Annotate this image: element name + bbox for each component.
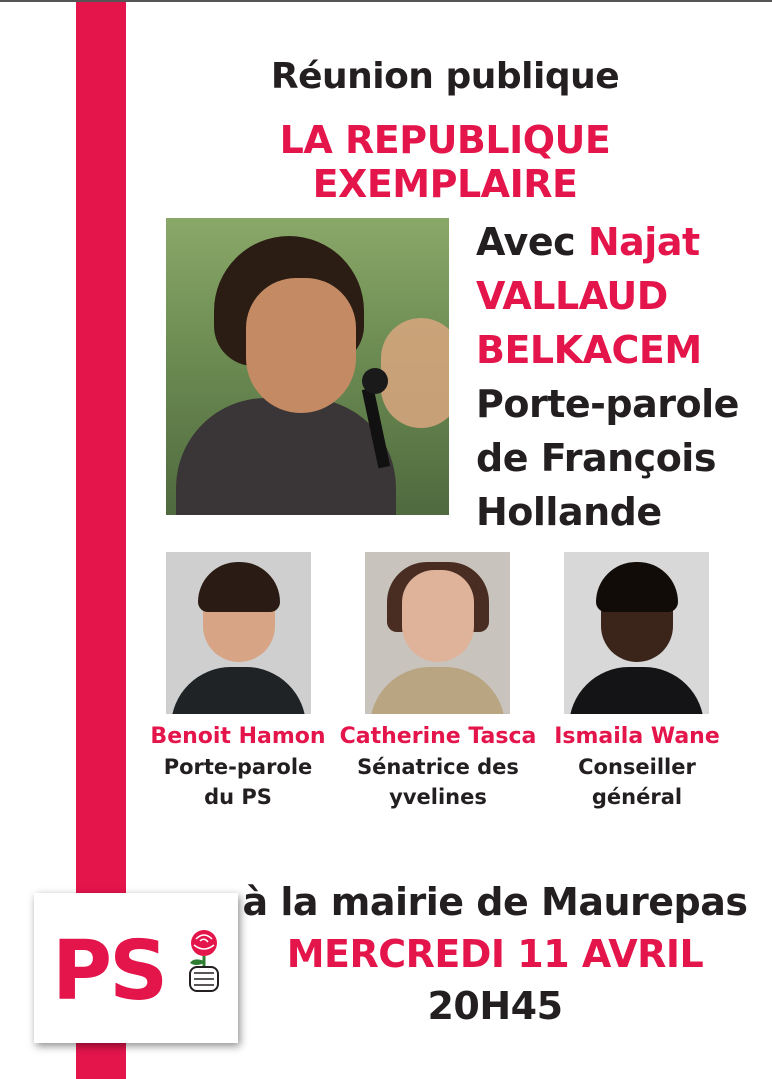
guest-role: général (591, 785, 683, 809)
speaker-role-3: Hollande (476, 490, 662, 534)
event-time: 20H45 (427, 984, 563, 1028)
guest-caption (138, 722, 338, 812)
event-type-heading: Réunion publique (270, 56, 620, 97)
guest-name: Benoit Hamon (150, 724, 326, 749)
speaker-last-name-2: BELKACEM (476, 328, 702, 372)
fist-and-rose-icon (182, 927, 226, 999)
speaker-role-1: Porte-parole (476, 382, 739, 426)
speaker-last-name-1: VALLAUD (476, 274, 668, 318)
guest-role: Conseiller (578, 755, 696, 779)
guest-role: yvelines (389, 785, 487, 809)
guest-photo-benoit-hamon (166, 552, 311, 714)
speaker-first-name: Najat (587, 220, 700, 264)
guest-photo-catherine-tasca (365, 552, 510, 714)
guest-name: Ismaila Wane (554, 724, 720, 749)
speaker-prefix: Avec (476, 220, 576, 264)
guest-name: Catherine Tasca (339, 724, 537, 749)
event-title: LA REPUBLIQUE EXEMPLAIRE (279, 118, 611, 206)
main-speaker-photo (166, 218, 449, 515)
ps-logo-text: PS (52, 924, 166, 1019)
guest-caption (537, 722, 737, 812)
guest-role: du PS (204, 785, 272, 809)
guest-caption (338, 722, 538, 812)
speaker-role-2: de François (476, 436, 716, 480)
guest-photo-ismaila-wane (564, 552, 709, 714)
guest-role: Porte-parole (163, 755, 313, 779)
main-speaker-block (476, 215, 766, 539)
event-venue: à la mairie de Maurepas (242, 880, 748, 924)
guest-role: Sénatrice des (357, 755, 519, 779)
event-date: MERCREDI 11 AVRIL (286, 932, 704, 976)
ps-logo (34, 893, 238, 1043)
